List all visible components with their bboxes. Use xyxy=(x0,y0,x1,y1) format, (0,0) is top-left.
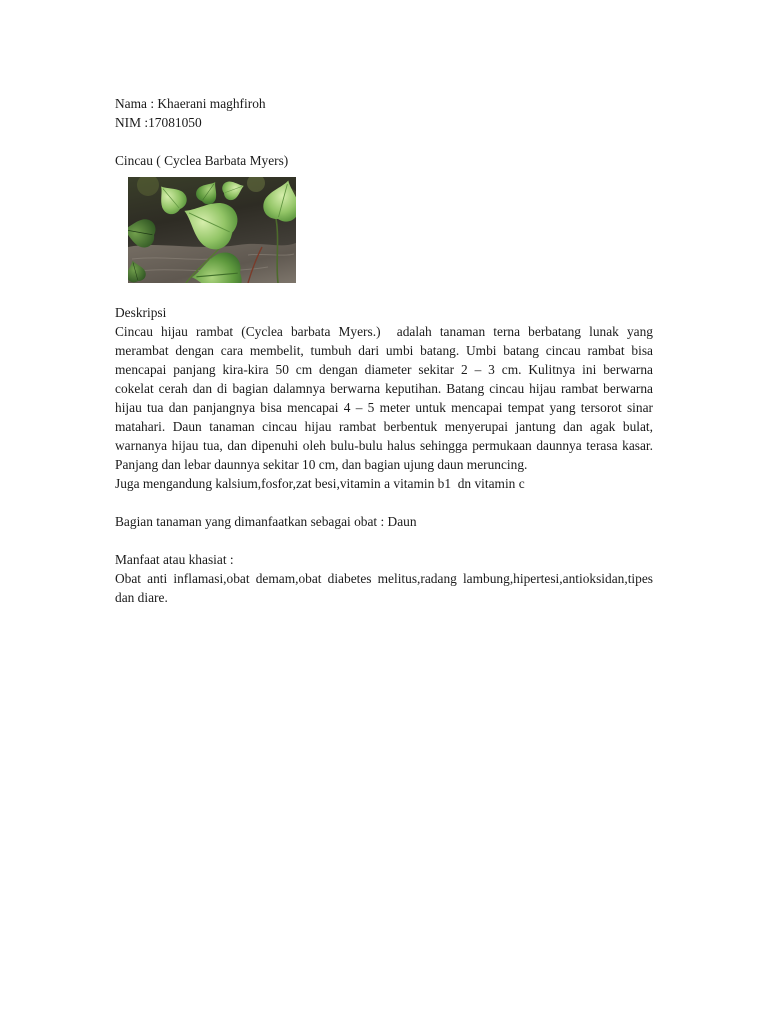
benefits-paragraph xyxy=(115,569,653,607)
description-line: Cincau hijau rambat (Cyclea barbata Myers.) adalah tanaman terna berbatang lunak yang xyxy=(115,324,653,339)
description-line: matahari. Daun tanaman cincau hijau rambat berbentuk menyerupai jantung dan agak bulat, xyxy=(115,419,653,434)
description-line: cokelat cerah dan di bagian dalamnya berwarna keputihan. Batang cincau hijau rambat berwarna xyxy=(115,381,653,396)
student-name: Nama : Khaerani maghfiroh xyxy=(115,96,266,111)
plant-photo xyxy=(128,177,296,283)
description-line: warnanya hijau tua, dan dipenuhi oleh bulu-bulu halus sehingga permukaan daunnya terasa kasar. xyxy=(115,438,653,453)
description-line: merambat dengan cara membelit, tumbuh dari umbi batang. Umbi batang cincau rambat bisa xyxy=(115,343,653,358)
benefits-line: Obat anti inflamasi,obat demam,obat diabetes melitus,radang lambung,hipertesi,antioksidan,tipes xyxy=(115,571,653,586)
plant-title: Cincau ( Cyclea Barbata Myers) xyxy=(115,153,289,168)
description-heading: Deskripsi xyxy=(115,305,167,320)
benefits-line: dan diare. xyxy=(115,590,168,605)
student-nim: NIM :17081050 xyxy=(115,115,202,130)
used-part-text: Bagian tanaman yang dimanfaatkan sebagai obat : Daun xyxy=(115,514,417,529)
minerals-text: Juga mengandung kalsium,fosfor,zat besi,vitamin a vitamin b1 dn vitamin c xyxy=(115,476,525,491)
description-line: Panjang dan lebar daunnya sekitar 10 cm, dan bagian ujung daun meruncing. xyxy=(115,457,528,472)
benefits-heading: Manfaat atau khasiat : xyxy=(115,552,234,567)
description-paragraph xyxy=(115,322,653,474)
plant-photo-image xyxy=(128,177,296,283)
description-line: mencapai panjang kira-kira 50 cm dengan diameter sekitar 2 – 3 cm. Kulitnya ini berwarna xyxy=(115,362,653,377)
description-line: hijau tua dan panjangnya bisa mencapai 4 – 5 meter untuk mencapai tempat yang tersorot sinar xyxy=(115,400,653,415)
